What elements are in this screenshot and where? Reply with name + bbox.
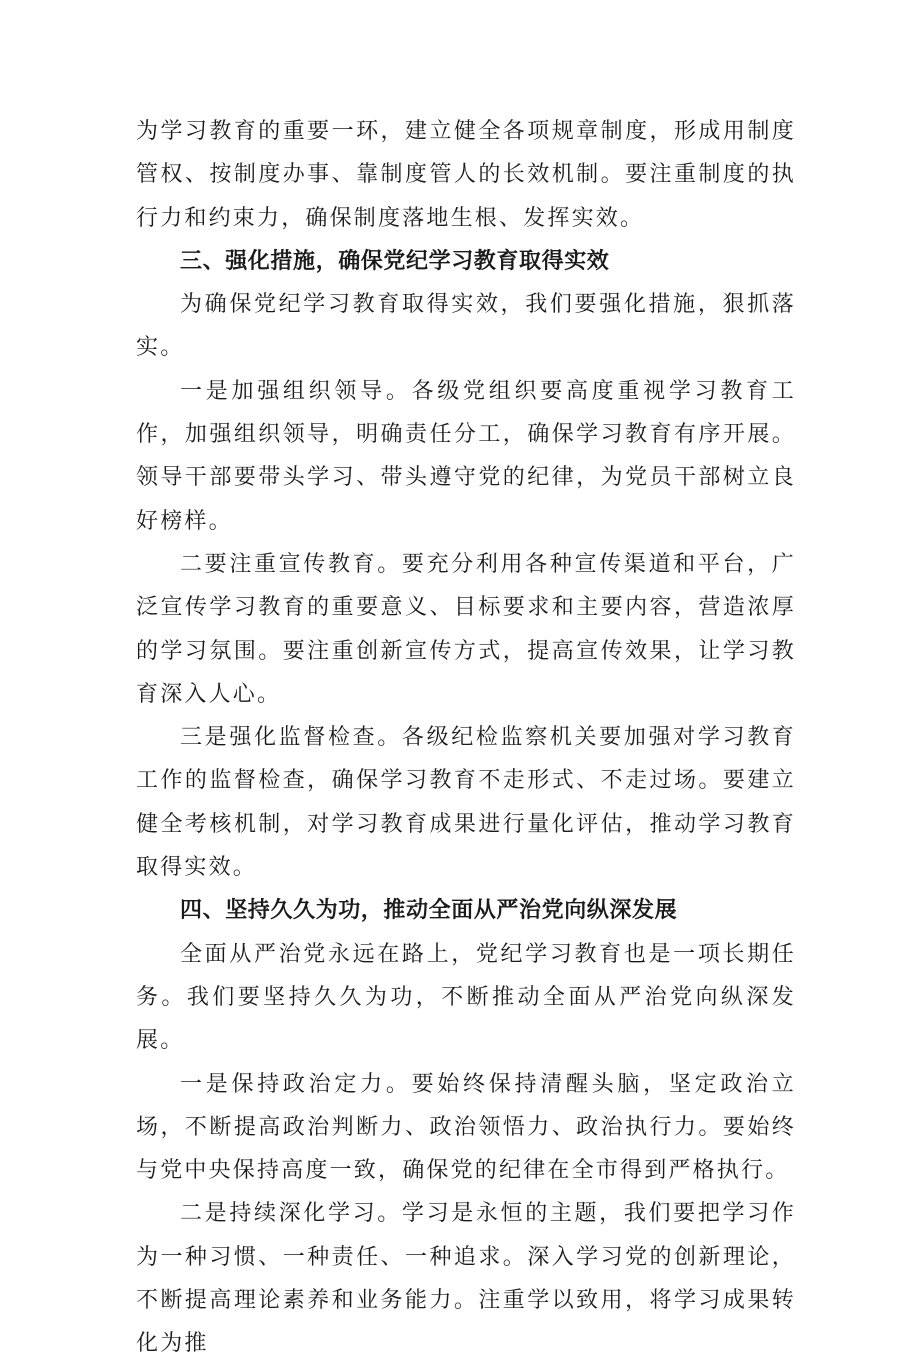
paragraph-political-resolve: 一是保持政治定力。要始终保持清醒头脑，坚定政治立场，不断提高政治判断力、政治领悟力、政治执行力。要始终与党中央保持高度一致，确保党的纪律在全市得到严格执行。 xyxy=(136,1071,796,1184)
section-heading-3: 三、强化措施，确保党纪学习教育取得实效 xyxy=(180,248,610,274)
paragraph-section4-intro: 全面从严治党永远在路上，党纪学习教育也是一项长期任务。我们要坚持久久为功，不断推动全面从严治党向纵深发展。 xyxy=(136,941,796,1054)
paragraph-continued: 为学习教育的重要一环，建立健全各项规章制度，形成用制度管权、按制度办事、靠制度管人的长效机制。要注重制度的执行力和约束力，确保制度落地生根、发挥实效。 xyxy=(136,119,796,231)
section-heading-4: 四、坚持久久为功，推动全面从严治党向纵深发展 xyxy=(180,898,678,924)
paragraph-organization-leadership: 一是加强组织领导。各级党组织要高度重视学习教育工作，加强组织领导，明确责任分工，确保学习教育有序开展。领导干部要带头学习、带头遵守党的纪律，为党员干部树立良好榜样。 xyxy=(136,378,796,534)
paragraph-supervision-inspection: 三是强化监督检查。各级纪检监察机关要加强对学习教育工作的监督检查，确保学习教育不走形式、不走过场。要建立健全考核机制，对学习教育成果进行量化评估，推动学习教育取得实效。 xyxy=(136,725,796,881)
paragraph-publicity-education: 二要注重宣传教育。要充分利用各种宣传渠道和平台，广泛宣传学习教育的重要意义、目标要求和主要内容，营造浓厚的学习氛围。要注重创新宣传方式，提高宣传效果，让学习教育深入人心。 xyxy=(136,551,796,707)
paragraph-continuous-learning: 二是持续深化学习。学习是永恒的主题，我们要把学习作为一种习惯、一种责任、一种追求。深入学习党的创新理论，不断提高理论素养和业务能力。注重学以致用，将学习成果转化为推 xyxy=(136,1201,796,1357)
paragraph-section3-intro: 为确保党纪学习教育取得实效，我们要强化措施，狠抓落实。 xyxy=(136,292,796,361)
document-body xyxy=(136,110,796,1366)
